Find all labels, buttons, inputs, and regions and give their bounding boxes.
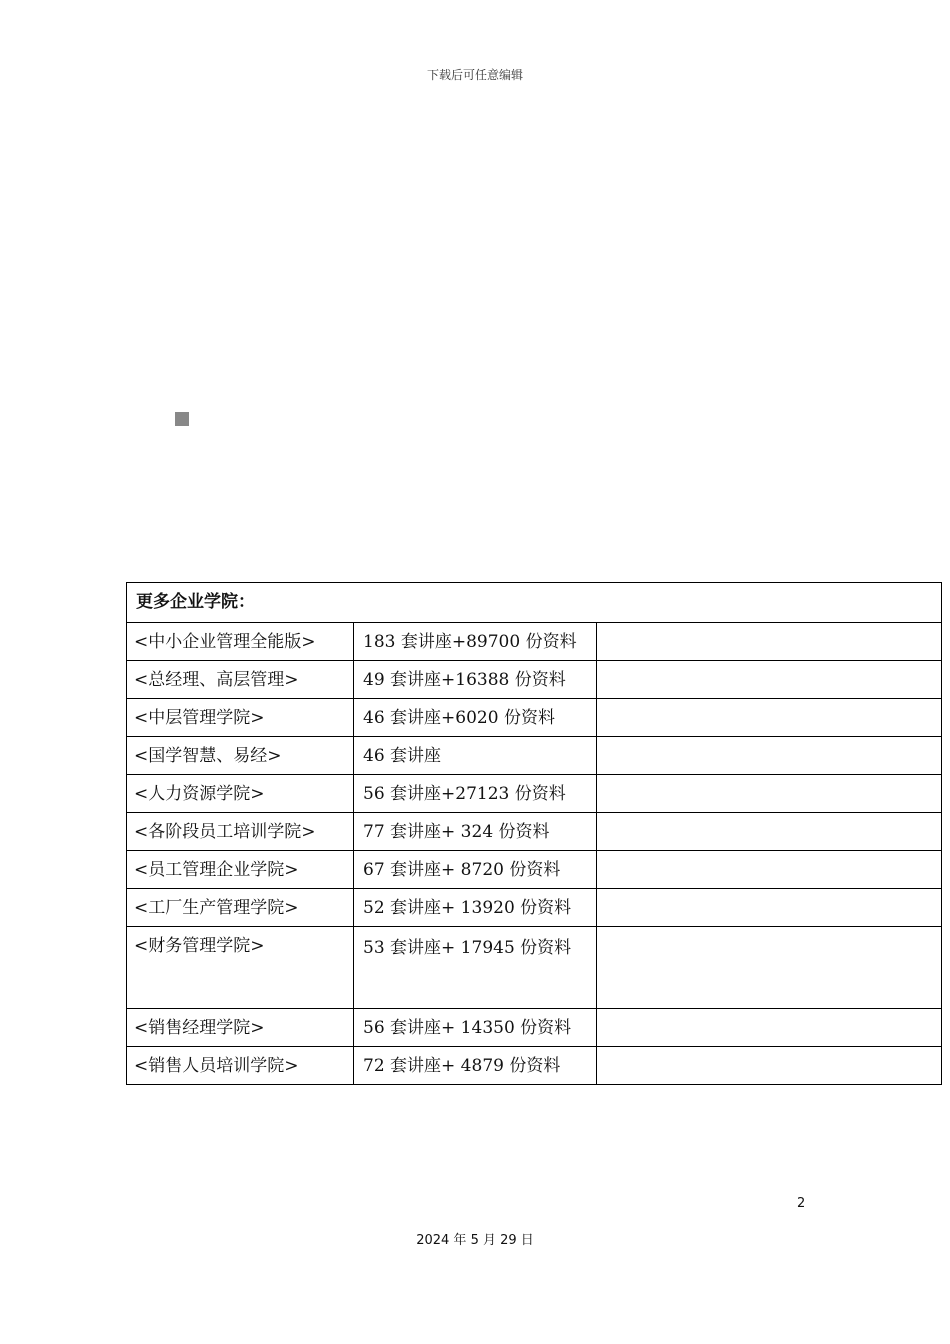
table-row — [127, 927, 942, 1009]
colleges-table — [126, 582, 942, 1085]
table-title-row — [127, 583, 942, 623]
college-name: <各阶段员工培训学院> — [127, 813, 354, 851]
table-row — [127, 661, 942, 699]
college-content: 49 套讲座+16388 份资料 — [354, 661, 597, 699]
college-extra — [597, 661, 942, 699]
college-name: <中层管理学院> — [127, 699, 354, 737]
college-extra — [597, 737, 942, 775]
college-name: <人力资源学院> — [127, 775, 354, 813]
college-content: 72 套讲座+ 4879 份资料 — [354, 1047, 597, 1085]
college-content: 67 套讲座+ 8720 份资料 — [354, 851, 597, 889]
college-content: 52 套讲座+ 13920 份资料 — [354, 889, 597, 927]
table-row — [127, 889, 942, 927]
college-extra — [597, 1047, 942, 1085]
college-name: <财务管理学院> — [127, 927, 354, 1009]
table-row — [127, 699, 942, 737]
table-row — [127, 775, 942, 813]
college-content: 77 套讲座+ 324 份资料 — [354, 813, 597, 851]
college-content: 46 套讲座 — [354, 737, 597, 775]
table-row — [127, 813, 942, 851]
college-extra — [597, 813, 942, 851]
college-extra — [597, 623, 942, 661]
college-extra — [597, 927, 942, 1009]
college-content: 183 套讲座+89700 份资料 — [354, 623, 597, 661]
page-footer-date: 2024 年 5 月 29 日 — [416, 1233, 534, 1248]
college-extra — [597, 699, 942, 737]
table-row — [127, 1047, 942, 1085]
square-bullet-icon — [175, 412, 189, 426]
college-name: <工厂生产管理学院> — [127, 889, 354, 927]
college-name: <中小企业管理全能版> — [127, 623, 354, 661]
college-content: 56 套讲座+ 14350 份资料 — [354, 1009, 597, 1047]
college-extra — [597, 851, 942, 889]
college-extra — [597, 775, 942, 813]
page-number: 2 — [797, 1196, 806, 1211]
college-name: <销售经理学院> — [127, 1009, 354, 1047]
college-name: <员工管理企业学院> — [127, 851, 354, 889]
table-row — [127, 1009, 942, 1047]
college-content: 53 套讲座+ 17945 份资料 — [354, 927, 597, 1009]
college-extra — [597, 1009, 942, 1047]
table-row — [127, 737, 942, 775]
college-content: 56 套讲座+27123 份资料 — [354, 775, 597, 813]
page-header: 下载后可任意编辑 — [426, 68, 523, 82]
college-extra — [597, 889, 942, 927]
table-row — [127, 623, 942, 661]
college-content: 46 套讲座+6020 份资料 — [354, 699, 597, 737]
table-title: 更多企业学院： — [127, 583, 942, 623]
table-row — [127, 851, 942, 889]
college-name: <总经理、高层管理> — [127, 661, 354, 699]
college-name: <销售人员培训学院> — [127, 1047, 354, 1085]
college-name: <国学智慧、易经> — [127, 737, 354, 775]
